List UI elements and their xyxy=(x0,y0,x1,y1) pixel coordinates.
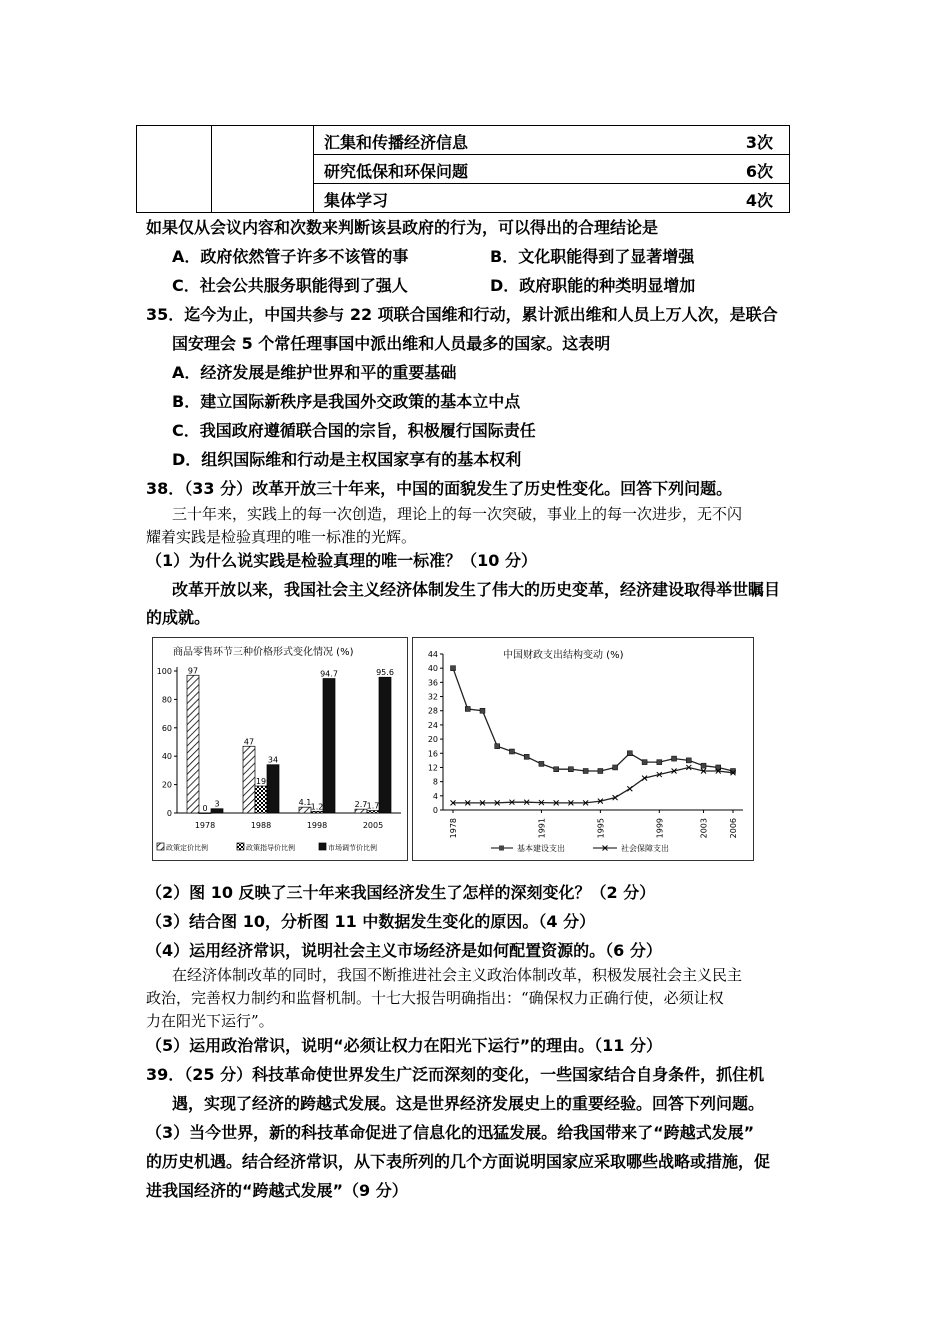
data-point xyxy=(672,756,677,761)
q34-option-d: D．政府职能的种类明显增加 xyxy=(490,276,696,295)
q35-option-b: B．建立国际新秩序是我国外交政策的基本立中点 xyxy=(172,392,521,411)
data-label: 1.7 xyxy=(366,801,380,811)
bar xyxy=(299,807,311,813)
bar-chart-title: 商品零售环节三种价格形式变化情况 (%) xyxy=(173,647,354,658)
bar xyxy=(211,809,223,813)
y-tick-label: 44 xyxy=(427,650,438,659)
data-point xyxy=(524,754,529,759)
bar xyxy=(243,746,255,813)
q38-material1-line1: 三十年来，实践上的每一次创造，理论上的每一次突破，事业上的每一次进步，无不闪 xyxy=(172,505,743,523)
legend-label: 基本建设支出 xyxy=(517,844,565,853)
data-point xyxy=(495,744,500,749)
q35-option-d: D．组织国际维和行动是主权国家享有的基本权利 xyxy=(172,450,522,469)
x-tick-label: 2006 xyxy=(729,818,738,839)
data-label: 47 xyxy=(243,737,255,747)
y-tick-label: 80 xyxy=(161,695,172,705)
q34-option-c: C．社会公共服务职能得到了强人 xyxy=(172,276,408,295)
table-row: 研究低保和环保问题 6次 xyxy=(314,155,790,184)
line-chart-panel xyxy=(412,637,754,861)
line-chart xyxy=(413,638,753,860)
legend-swatch xyxy=(157,843,164,850)
data-point xyxy=(686,758,691,763)
data-label: 2.7 xyxy=(354,800,368,810)
x-tick-label: 1995 xyxy=(596,818,606,839)
legend-label: 社会保障支出 xyxy=(621,844,669,853)
bar xyxy=(379,677,391,813)
x-tick-label: 1978 xyxy=(194,821,216,830)
q39-sub3-line3: 进我国经济的“跨越式发展”（9 分） xyxy=(146,1181,408,1200)
q39-line1: 39．（25 分）科技革命使世界发生广泛而深刻的变化，一些国家结合自身条件，抓住机 xyxy=(146,1065,765,1084)
bar xyxy=(199,813,211,814)
q35-option-c: C．我国政府遵循联合国的宗旨，积极履行国际责任 xyxy=(172,421,536,440)
data-point xyxy=(539,761,544,766)
q38-material2-line1: 改革开放以来，我国社会主义经济体制发生了伟大的历史变革，经济建设取得举世瞩目 xyxy=(172,580,781,599)
legend-label: 政策定价比例 xyxy=(166,844,208,852)
q35-line2: 国安理会 5 个常任理事国中派出维和人员最多的国家。这表明 xyxy=(172,334,611,353)
data-label: 34 xyxy=(267,755,279,765)
table-row: 集体学习 4次 xyxy=(314,184,790,213)
q38-sub5: （5）运用政治常识，说明“必须让权力在阳光下运行”的理由。（11 分） xyxy=(146,1036,663,1055)
y-tick-label: 100 xyxy=(156,667,172,676)
data-point xyxy=(583,769,588,774)
y-tick-label: 40 xyxy=(161,752,172,762)
q38-material3-line3: 力在阳光下运行”。 xyxy=(146,1012,274,1030)
q35-option-a: A．经济发展是维护世界和平的重要基础 xyxy=(172,363,457,382)
x-tick-label: 1999 xyxy=(655,818,665,839)
bar xyxy=(323,679,335,813)
bar xyxy=(267,765,279,813)
data-label: 4.1 xyxy=(298,798,312,808)
table-row: 汇集和传播经济信息 3次 xyxy=(314,126,790,155)
data-label: 94.7 xyxy=(320,669,338,679)
q39-sub3-line1: （3）当今世界，新的科技革命促进了信息化的迅猛发展。给我国带来了“跨越式发展” xyxy=(146,1123,755,1142)
q34-option-a: A．政府依然管子许多不该管的事 xyxy=(172,247,409,266)
legend-swatch xyxy=(319,843,326,850)
bar-chart-panel xyxy=(152,637,408,861)
y-tick-label: 40 xyxy=(427,664,438,674)
y-tick-label: 36 xyxy=(427,678,438,688)
y-tick-label: 32 xyxy=(427,692,438,702)
bar-chart xyxy=(153,638,407,860)
data-point xyxy=(642,760,647,765)
q38-material3-line2: 政治，完善权力制约和监督机制。十七大报告明确指出：“确保权力正确行使，必须让权 xyxy=(146,989,724,1007)
q38-sub2: （2）图 10 反映了三十年来我国经济发生了怎样的深刻变化？（2 分） xyxy=(146,883,656,902)
data-label: 0 xyxy=(202,804,208,813)
meeting-table xyxy=(136,125,790,213)
x-tick-label: 1991 xyxy=(537,818,547,839)
legend-label: 政策指导价比例 xyxy=(246,844,295,852)
table-cell-empty xyxy=(137,126,212,213)
data-label: 1.2 xyxy=(310,802,324,812)
table-cell-empty xyxy=(212,126,314,213)
x-tick-label: 1998 xyxy=(306,821,328,830)
series-line-construction xyxy=(453,668,733,771)
data-point xyxy=(627,751,632,756)
y-tick-label: 28 xyxy=(427,706,438,716)
bar xyxy=(367,811,379,813)
y-tick-label: 24 xyxy=(427,720,438,730)
q39-sub3-line2: 的历史机遇。结合经济常识，从下表所列的几个方面说明国家应采取哪些战略或措施，促 xyxy=(146,1152,771,1171)
q38-head: 38．（33 分）改革开放三十年来，中国的面貌发生了历史性变化。回答下列问题。 xyxy=(146,479,733,498)
y-tick-label: 4 xyxy=(432,791,438,801)
q38-sub1: （1）为什么说实践是检验真理的唯一标准？（10 分） xyxy=(146,551,537,570)
data-label: 3 xyxy=(214,799,220,809)
y-tick-label: 16 xyxy=(427,749,438,759)
data-label: 19 xyxy=(255,777,267,787)
legend-swatch xyxy=(237,843,244,850)
bar xyxy=(311,811,323,813)
y-tick-label: 12 xyxy=(427,763,438,773)
q34-option-b: B．文化职能得到了显著增强 xyxy=(490,247,695,266)
q39-line2: 遇，实现了经济的跨越式发展。这是世界经济发展史上的重要经验。回答下列问题。 xyxy=(172,1094,765,1113)
y-tick-label: 0 xyxy=(166,809,172,818)
data-point xyxy=(598,769,603,774)
legend-marker xyxy=(499,846,504,851)
x-tick-label: 1978 xyxy=(449,818,458,839)
data-point xyxy=(480,708,485,713)
data-label: 97 xyxy=(187,666,199,676)
q38-material1-line2: 耀着实践是检验真理的唯一标准的光辉。 xyxy=(146,528,417,546)
y-tick-label: 60 xyxy=(161,723,172,733)
x-tick-label: 2003 xyxy=(699,818,709,839)
x-tick-label: 1988 xyxy=(250,821,272,830)
q38-sub3: （3）结合图 10，分析图 11 中数据发生变化的原因。（4 分） xyxy=(146,912,596,931)
data-point xyxy=(509,749,514,754)
q34-stem: 如果仅从会议内容和次数来判断该县政府的行为，可以得出的合理结论是 xyxy=(146,218,659,237)
y-tick-label: 0 xyxy=(432,806,438,815)
q38-material3-line1: 在经济体制改革的同时，我国不断推进社会主义政治体制改革，积极发展社会主义民主 xyxy=(172,966,743,984)
x-tick-label: 2005 xyxy=(362,821,384,830)
data-point xyxy=(451,666,456,671)
bar xyxy=(187,675,199,813)
series-line-social-security xyxy=(453,768,733,803)
data-point xyxy=(657,760,662,765)
data-point xyxy=(554,767,559,772)
data-point xyxy=(613,765,618,770)
bar xyxy=(355,809,367,813)
q38-material2-line2: 的成就。 xyxy=(146,608,211,627)
data-label: 95.6 xyxy=(376,668,394,678)
bar xyxy=(255,786,267,813)
data-point xyxy=(627,786,632,791)
data-point xyxy=(701,763,706,768)
line-chart-title: 中国财政支出结构变动 (%) xyxy=(503,650,624,661)
y-tick-label: 8 xyxy=(432,777,438,787)
y-tick-label: 20 xyxy=(161,780,172,790)
y-tick-label: 20 xyxy=(427,735,438,745)
data-point xyxy=(465,706,470,711)
q35-line1: 35．迄今为止，中国共参与 22 项联合国维和行动，累计派出维和人员上万人次，是联合 xyxy=(146,305,778,324)
legend-label: 市场调节价比例 xyxy=(328,844,377,852)
data-point xyxy=(568,767,573,772)
q38-sub4: （4）运用经济常识，说明社会主义市场经济是如何配置资源的。（6 分） xyxy=(146,941,662,960)
